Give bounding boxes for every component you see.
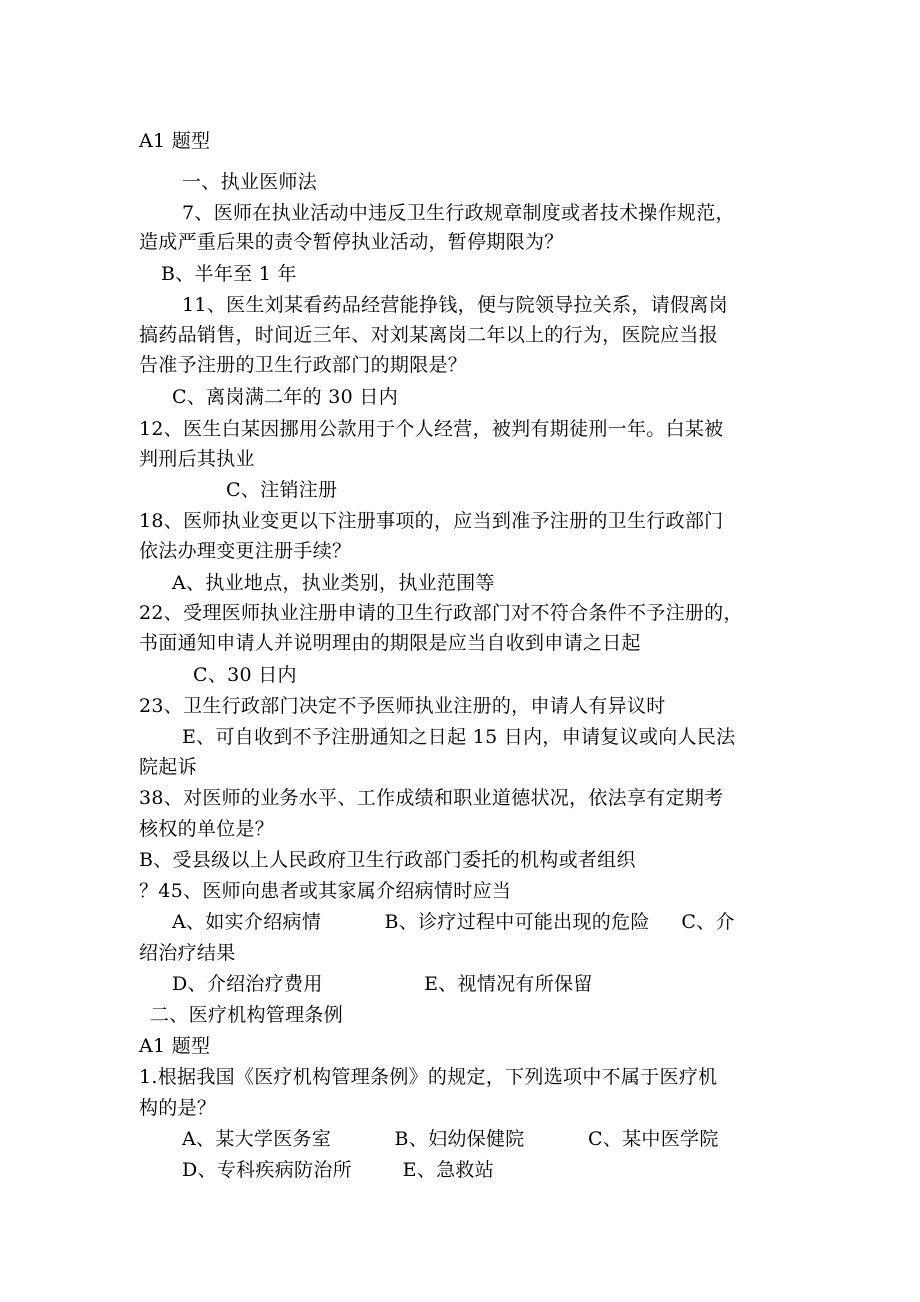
question-line: 依法办理变更注册手续？ xyxy=(139,540,352,562)
answer-line: C、30 日内 xyxy=(193,664,297,686)
section-heading: 二、医疗机构管理条例 xyxy=(150,1004,344,1026)
options-line: A、某大学医务室 B、妇幼保健院 C、某中医学院 xyxy=(182,1128,719,1150)
options-line: A、如实介绍病情 B、诊疗过程中可能出现的危险 C、介 xyxy=(172,911,735,933)
question-line: 构的是？ xyxy=(139,1097,217,1119)
question-line: 11、医生刘某看药品经营能挣钱，便与院领导拉关系，请假离岗 xyxy=(182,294,728,316)
answer-line: C、注销注册 xyxy=(226,479,338,501)
section-type-label: A1 题型 xyxy=(139,1035,211,1057)
answer-line: 院起诉 xyxy=(139,756,197,778)
section-type-label: A1 题型 xyxy=(139,130,211,152)
options-line: D、介绍治疗费用 E、视情况有所保留 xyxy=(172,973,593,995)
question-line: 12、医生白某因挪用公款用于个人经营，被判有期徒刑一年。白某被 xyxy=(139,418,724,440)
question-line: 书面通知申请人并说明理由的期限是应当自收到申请之日起 xyxy=(139,632,641,654)
answer-line: B、受县级以上人民政府卫生行政部门委托的机构或者组织 xyxy=(139,849,636,871)
answer-line: E、可自收到不予注册通知之日起 15 日内，申请复议或向人民法 xyxy=(182,726,736,748)
question-line: 告准予注册的卫生行政部门的期限是？ xyxy=(139,354,468,376)
section-heading: 一、执业医师法 xyxy=(182,171,318,193)
options-line: 绍治疗结果 xyxy=(139,942,236,964)
answer-line: A、执业地点，执业类别，执业范围等 xyxy=(172,572,495,594)
question-line: 22、受理医师执业注册申请的卫生行政部门对不符合条件不予注册的， xyxy=(139,602,743,624)
question-line: 7、医师在执业活动中违反卫生行政规章制度或者技术操作规范， xyxy=(182,202,735,224)
question-line: 38、对医师的业务水平、工作成绩和职业道德状况，依法享有定期考 xyxy=(139,787,724,809)
question-line: 造成严重后果的责令暂停执业活动，暂停期限为？ xyxy=(139,231,564,253)
question-line: ？45、医师向患者或其家属介绍病情时应当 xyxy=(139,880,512,902)
options-line: D、专科疾病防治所 E、急救站 xyxy=(182,1159,495,1181)
question-line: 23、卫生行政部门决定不予医师执业注册的，申请人有异议时 xyxy=(139,695,666,717)
question-line: 18、医师执业变更以下注册事项的，应当到准予注册的卫生行政部门 xyxy=(139,510,724,532)
answer-line: C、离岗满二年的 30 日内 xyxy=(172,386,398,408)
question-line: 搞药品销售，时间近三年、对刘某离岗二年以上的行为，医院应当报 xyxy=(139,324,719,346)
question-line: 判刑后其执业 xyxy=(139,448,255,470)
answer-line: B、半年至 1 年 xyxy=(161,263,297,285)
question-line: 核权的单位是？ xyxy=(139,818,275,840)
question-line: 1.根据我国《医疗机构管理条例》的规定，下列选项中不属于医疗机 xyxy=(139,1066,718,1088)
